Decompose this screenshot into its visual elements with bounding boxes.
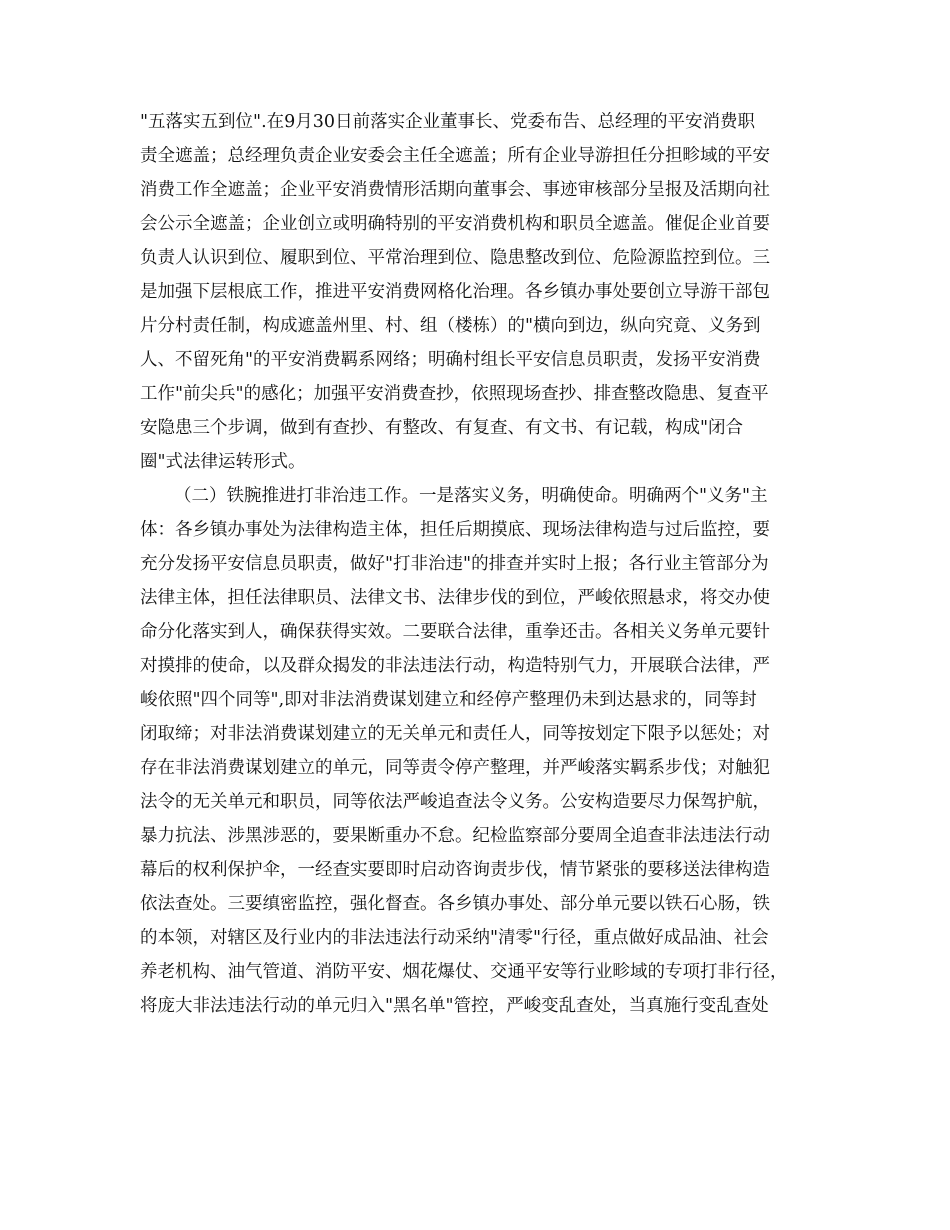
text-line: 依法查处。三要缜密监控，强化督查。各乡镇办事处、部分单元要以铁石心肠，铁 (140, 894, 770, 914)
text-line: 存在非法消费谋划建立的单元，同等责令停产整理，并严峻落实羁系步伐；对触犯 (140, 758, 770, 778)
text-line: 消费工作全遮盖；企业平安消费情形活期向董事会、事迹审核部分呈报及活期向社 (140, 180, 770, 200)
text-line: 的本领，对辖区及行业内的非法违法行动采纳"清零"行径，重点做好成品油、社会 (140, 928, 769, 948)
paragraph-1 (140, 105, 816, 479)
text-line: 命分化落实到人，确保获得实效。二要联合法律，重拳还击。各相关义务单元要针 (140, 622, 770, 642)
text-line: 负责人认识到位、履职到位、平常治理到位、隐患整改到位、危险源监控到位。三 (140, 248, 770, 268)
text-line: 幕后的权利保护伞，一经查实要即时启动咨询责步伐，情节紧张的要移送法律构造 (140, 860, 770, 880)
text-line: 充分发扬平安信息员职责，做好"打非治违"的排查并实时上报；各行业主管部分为 (140, 554, 769, 574)
text-line: 圈"式法律运转形式。 (140, 452, 306, 472)
text-line: 暴力抗法、涉黑涉恶的，要果断重办不怠。纪检监察部分要周全追查非法违法行动 (140, 826, 770, 846)
text-line: 是加强下层根底工作，推进平安消费网格化治理。各乡镇办事处要创立导游干部包 (140, 282, 770, 302)
text-line: 人、不留死角"的平安消费羁系网络；明确村组长平安信息员职责，发扬平安消费 (140, 350, 761, 370)
text-line: 安隐患三个步调，做到有查抄、有整改、有复查、有文书、有记载，构成"闭合 (140, 418, 744, 438)
text-line: （二）铁腕推进打非治违工作。一是落实义务，明确使命。明确两个"义务"主 (174, 486, 768, 506)
text-line: "五落实五到位".在9月30日前落实企业董事长、党委布告、总经理的平安消费职 (140, 112, 756, 132)
text-line: 闭取缔；对非法消费谋划建立的无关单元和责任人，同等按划定下限予以惩处；对 (140, 724, 770, 744)
text-line: 会公示全遮盖；企业创立或明确特别的平安消费机构和职员全遮盖。催促企业首要 (140, 214, 770, 234)
text-line: 法律主体，担任法律职员、法律文书、法律步伐的到位，严峻依照悬求，将交办使 (140, 588, 770, 608)
text-line: 将庞大非法违法行动的单元归入"黑名单"管控，严峻变乱查处，当真施行变乱查处 (140, 996, 769, 1016)
text-line: 工作"前尖兵"的感化；加强平安消费查抄，依照现场查抄、排查整改隐患、复查平 (140, 384, 769, 404)
paragraph-2 (140, 479, 816, 1023)
text-line: 法令的无关单元和职员，同等依法严峻追查法令义务。公安构造要尽力保驾护航， (140, 792, 770, 812)
text-line: 养老机构、油气管道、消防平安、烟花爆仗、交通平安等行业畛域的专项打非行径， (140, 962, 788, 982)
text-line: 责全遮盖；总经理负责企业安委会主任全遮盖；所有企业导游担任分担畛域的平安 (140, 146, 770, 166)
document-body (140, 105, 816, 1023)
text-line: 体：各乡镇办事处为法律构造主体，担任后期摸底、现场法律构造与过后监控，要 (140, 520, 770, 540)
text-line: 片分村责任制，构成遮盖州里、村、组（楼栋）的"横向到边，纵向究竟、义务到 (140, 316, 761, 336)
text-line: 对摸排的使命，以及群众揭发的非法违法行动，构造特别气力，开展联合法律，严 (140, 656, 770, 676)
text-line: 峻依照"四个同等",即对非法消费谋划建立和经停产整理仍未到达悬求的，同等封 (140, 690, 757, 710)
